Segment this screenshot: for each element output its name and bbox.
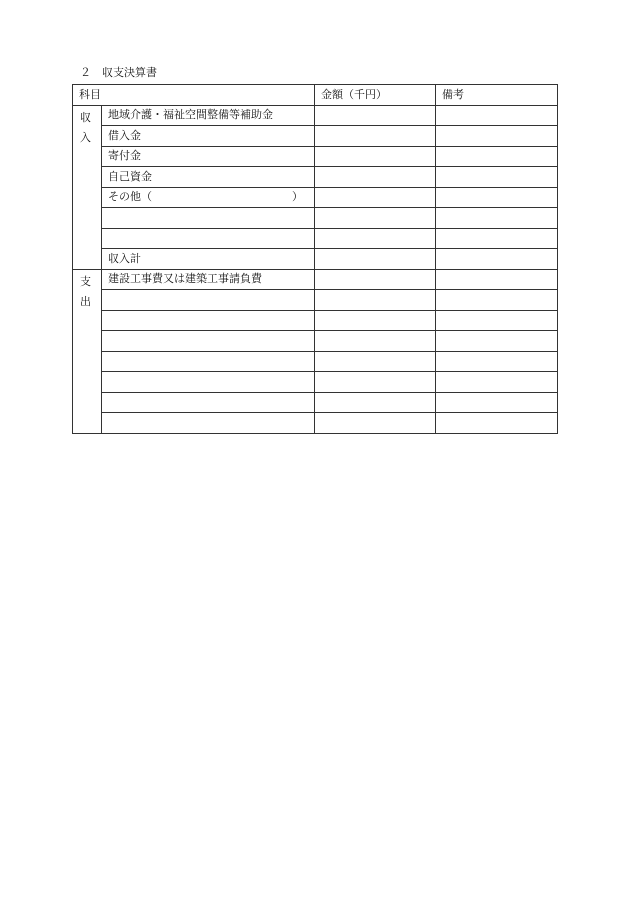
table-row: [73, 290, 558, 311]
blank-item-cell[interactable]: [102, 351, 315, 372]
amount-cell[interactable]: [315, 290, 436, 311]
table-row: [73, 228, 558, 249]
budget-table: [72, 84, 558, 434]
remarks-cell[interactable]: [436, 290, 558, 311]
table-row: [73, 372, 558, 393]
remarks-cell[interactable]: [436, 228, 558, 249]
other-label: その他（: [108, 190, 152, 204]
table-row: [73, 331, 558, 352]
table-row: [73, 249, 558, 270]
amount-cell[interactable]: [315, 208, 436, 229]
income-group-label: [73, 105, 102, 269]
remarks-cell[interactable]: [436, 126, 558, 147]
amount-cell[interactable]: [315, 331, 436, 352]
table-row: [73, 105, 558, 126]
table-row: [73, 413, 558, 434]
blank-item-cell[interactable]: [102, 208, 315, 229]
income-item-loan: 借入金: [102, 126, 315, 147]
header-amount: 金額（千円）: [315, 85, 436, 106]
document-heading: ２ 収支決算書: [80, 66, 157, 79]
blank-item-cell[interactable]: [102, 290, 315, 311]
amount-cell[interactable]: [315, 372, 436, 393]
blank-item-cell[interactable]: [102, 392, 315, 413]
header-row: [73, 85, 558, 106]
income-item-other: [102, 187, 315, 208]
remarks-cell[interactable]: [436, 351, 558, 372]
amount-cell[interactable]: [315, 228, 436, 249]
amount-cell[interactable]: [315, 310, 436, 331]
blank-item-cell[interactable]: [102, 310, 315, 331]
table-row: [73, 126, 558, 147]
amount-cell[interactable]: [315, 187, 436, 208]
expense-group-label: [73, 269, 102, 433]
amount-cell[interactable]: [315, 413, 436, 434]
amount-cell[interactable]: [315, 249, 436, 270]
expense-label-char-1: 支: [80, 274, 91, 288]
remarks-cell[interactable]: [436, 146, 558, 167]
blank-item-cell[interactable]: [102, 372, 315, 393]
remarks-cell[interactable]: [436, 249, 558, 270]
blank-item-cell[interactable]: [102, 413, 315, 434]
table-row: [73, 187, 558, 208]
remarks-cell[interactable]: [436, 105, 558, 126]
table-row: [73, 208, 558, 229]
remarks-cell[interactable]: [436, 187, 558, 208]
amount-cell[interactable]: [315, 167, 436, 188]
amount-cell[interactable]: [315, 392, 436, 413]
income-item-own-funds: 自己資金: [102, 167, 315, 188]
table-row: [73, 310, 558, 331]
expense-item-construction: 建設工事費又は建築工事請負費: [102, 269, 315, 290]
income-item-subsidy: 地域介護・福祉空間整備等補助金: [102, 105, 315, 126]
remarks-cell[interactable]: [436, 331, 558, 352]
amount-cell[interactable]: [315, 269, 436, 290]
remarks-cell[interactable]: [436, 413, 558, 434]
remarks-cell[interactable]: [436, 167, 558, 188]
amount-cell[interactable]: [315, 351, 436, 372]
table-row: [73, 351, 558, 372]
amount-cell[interactable]: [315, 105, 436, 126]
income-label-char-2: 入: [80, 131, 91, 144]
remarks-cell[interactable]: [436, 392, 558, 413]
income-label-char-1: 収: [80, 110, 91, 124]
expense-label-char-2: 出: [80, 295, 91, 308]
blank-item-cell[interactable]: [102, 331, 315, 352]
amount-cell[interactable]: [315, 126, 436, 147]
remarks-cell[interactable]: [436, 310, 558, 331]
header-remarks: 備考: [436, 85, 558, 106]
income-total-label: 収入計: [102, 249, 315, 270]
amount-cell[interactable]: [315, 146, 436, 167]
other-close: ）: [292, 190, 303, 204]
blank-item-cell[interactable]: [102, 228, 315, 249]
remarks-cell[interactable]: [436, 372, 558, 393]
table-row: [73, 146, 558, 167]
income-item-donation: 寄付金: [102, 146, 315, 167]
header-subject: 科目: [73, 85, 315, 106]
table-row: [73, 167, 558, 188]
remarks-cell[interactable]: [436, 269, 558, 290]
table-row: [73, 392, 558, 413]
remarks-cell[interactable]: [436, 208, 558, 229]
table-row: [73, 269, 558, 290]
